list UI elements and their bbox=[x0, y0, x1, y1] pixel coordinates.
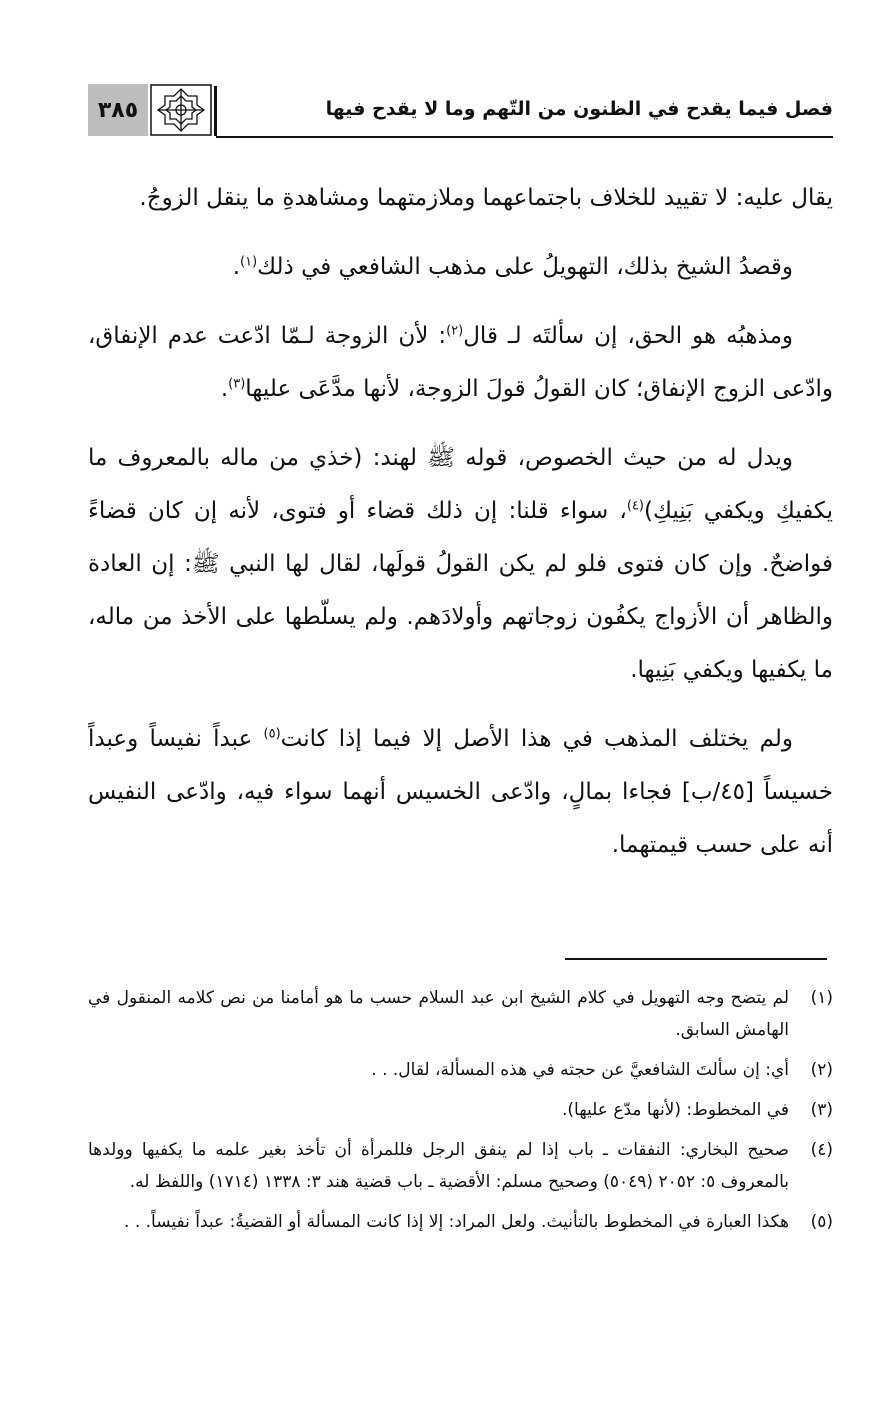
footnote bbox=[88, 1054, 833, 1086]
main-text bbox=[88, 172, 833, 888]
footnote bbox=[88, 1134, 833, 1198]
footnote-number: (١) bbox=[810, 988, 833, 1008]
footnote-text: صحيح البخاري: النفقات ـ باب إذا لم ينفق الرجل فللمرأة أن تأخذ بغير علمه ما يكفيها وولدها بالمعروف ٥: ٢٠٥٢ (٥٠٤٩) وصحيح مسلم: الأقضية ـ باب قضية هند ٣: ١٣٣٨ (١٧١٤) واللفظ له. bbox=[88, 1140, 789, 1192]
header-divider bbox=[214, 86, 217, 136]
chapter-title: فصل فيما يقدح في الظنون من التّهم وما لا يقدح فيها bbox=[325, 98, 833, 120]
footnote-text: في المخطوط: (لأنها مدّع عليها). bbox=[562, 1100, 789, 1120]
footnote-separator bbox=[565, 958, 827, 960]
footnote-text: هكذا العبارة في المخطوط بالتأنيث. ولعل المراد: إلا إذا كانت المسألة أو القضيةُ: عبداً نفيساً. . . bbox=[124, 1212, 789, 1232]
footnote bbox=[88, 982, 833, 1046]
footnote-number: (٢) bbox=[810, 1060, 833, 1080]
footnote bbox=[88, 1206, 833, 1238]
footnote-number: (٤) bbox=[810, 1140, 833, 1160]
footnotes bbox=[88, 982, 833, 1246]
ornament-icon bbox=[150, 84, 212, 136]
footnote-ref-5[interactable]: (٥) bbox=[263, 726, 281, 742]
header-rule bbox=[216, 136, 833, 138]
paragraph-1: يقال عليه: لا تقييد للخلاف باجتماعهما وملازمتهما ومشاهدةِ ما ينقل الزوجُ. bbox=[139, 185, 833, 211]
paragraph-5: ولم يختلف المذهب في هذا الأصل إلا فيما إذا كانت$^{(٥)}$ عبداً نفيساً وعبداً خسيساً [٤٥/ب] فجاءا بمالٍ، وادّعى الخسيس أنهما سواء فيه، وادّعى النفيس أنه على حسب قيمتهما. bbox=[88, 726, 833, 858]
paragraph-2: وقصدُ الشيخ بذلك، التهويلُ على مذهب الشافعي في ذلك$^{(١)}$. bbox=[232, 254, 793, 280]
paragraph-3: ومذهبُه هو الحق، إن سألتَه لـ قال$^{(٢)}$: لأن الزوجة لـمّا ادّعت عدم الإنفاق، وادّعى الزوج الإنفاق؛ كان القولُ قولَ الزوجة، لأنها مدَّعَى عليها$^{(٣)}$. bbox=[88, 323, 833, 402]
footnote-text: لم يتضح وجه التهويل في كلام الشيخ ابن عبد السلام حسب ما هو أمامنا من نص كلامه المنقول في الهامش السابق. bbox=[88, 988, 789, 1040]
footnote-ref-1[interactable]: (١) bbox=[240, 254, 258, 270]
paragraph-4: ويدل له من حيث الخصوص، قوله ﷺ لهند: (خذي من ماله بالمعروف ما يكفيكِ ويكفي بَنِيكِ)$^{(٤)}$، سواء قلنا: إن ذلك قضاء أو فتوى، لأنه إن كان قضاءً فواضحٌ. وإن كان فتوى فلو لم يكن القولُ قولَها، لقال لها النبي ﷺ: إن العادة والظاهر أن الأزواج يكفُون زوجاتهم وأولادَهم. ولم يسلّطها على الأخذ من ماله، ما يكفيها ويكفي بَنِيها. bbox=[88, 445, 833, 683]
footnote-text: أي: إن سألتَ الشافعيَّ عن حجته في هذه المسألة، لقال. . . bbox=[371, 1060, 789, 1080]
footnote-number: (٣) bbox=[810, 1100, 833, 1120]
running-header bbox=[88, 84, 833, 138]
footnote-number: (٥) bbox=[810, 1212, 833, 1232]
footnote-ref-2[interactable]: (٢) bbox=[446, 323, 464, 339]
page-number: ٣٨٥ bbox=[88, 84, 148, 136]
footnote-ref-4[interactable]: (٤) bbox=[626, 498, 644, 514]
footnote-ref-3[interactable]: (٣) bbox=[228, 376, 246, 392]
footnote bbox=[88, 1094, 833, 1126]
